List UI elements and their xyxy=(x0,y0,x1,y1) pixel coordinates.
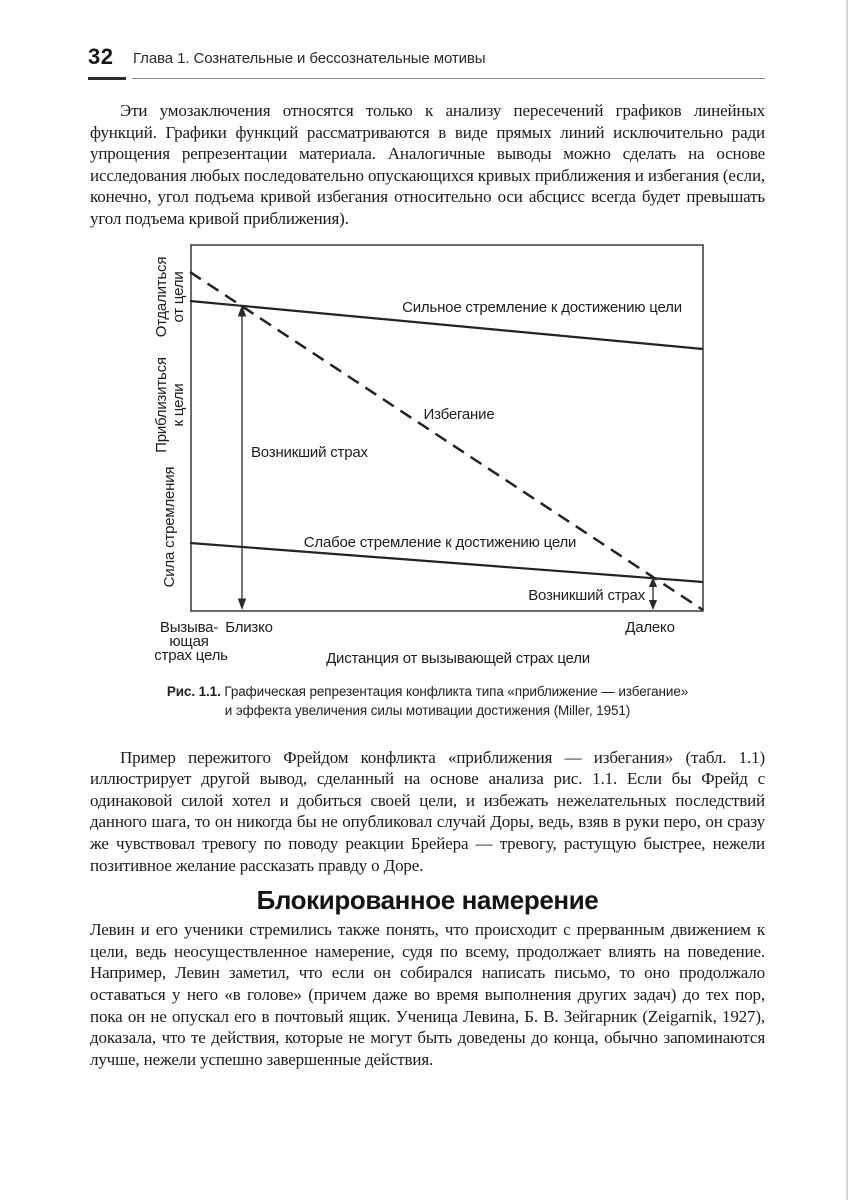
figure-caption-line2: и эффекта увеличения силы мотивации достижения (Miller, 1951) xyxy=(224,702,631,718)
figure-caption-line1: Графическая репрезентация конфликта типа «приближение — избегание» xyxy=(224,683,689,699)
x-label-far: Далеко xyxy=(625,618,675,636)
figure-caption xyxy=(90,682,765,720)
avoidance-line-label: Избегание xyxy=(423,405,495,423)
approach-avoidance-chart xyxy=(90,243,765,668)
fear-arrow-left xyxy=(238,305,246,610)
avoidance-line xyxy=(190,272,703,610)
page-number: 32 xyxy=(88,44,114,69)
x-axis-title: Дистанция от вызывающей страх цели xyxy=(326,649,590,667)
paragraph-3: Левин и его ученики стремились также понять, что происходит с прерванным движением к цели, ведь неосуществленное намерение, судя по всему, продолжает влиять на поведение. Например, Левин заметил, что если он собирался написать письмо, то оно продолжало оставаться у него «в голове» (причем даже во время выполнения других задач) до тех пор, пока он не опускал его в почтовый ящик. Ученица Левина, Б. В. Зейгарник (Zeigarnik, 1927), доказала, что те действия, которые не могут быть доведены до конца, обычно запоминаются лучше, нежели успешно завершенные действия. xyxy=(90,920,765,1069)
y-label-away-2: от цели xyxy=(170,271,187,323)
strong-line-label: Сильное стремление к достижению цели xyxy=(402,298,682,316)
scan-edge-artifact xyxy=(846,0,848,1200)
page-header xyxy=(90,0,765,79)
paragraph-2: Пример пережитого Фрейдом конфликта «приближения — избегания» (табл. 1.1) иллюстрирует другой вывод, сделанный на основе анализа рис. 1.1. Если бы Фрейд с одинаковой силой хотел и добиться своей цели, и избежать нежелательных последствий данного шага, то он никогда бы не опубликовал случай Доры, ведь, взяв в руки перо, он сразу же чувствовал тревогу по поводу реакции Брейера — тревогу, растущую быстрее, нежели позитивное желание рассказать правду о Доре. xyxy=(90,747,765,875)
fear-label-left: Возникший страх xyxy=(251,443,368,461)
y-label-approach: Приблизиться xyxy=(153,356,170,453)
paragraph-1: Эти умозаключения относятся только к анализу пересечений графиков линейных функций. Графики функций рассматриваются в виде прямых линий исключительно ради упрощения репрезентации материала. Аналогичные выводы можно сделать на основе исследования любых последовательно опускающихся кривых приближения и избегания (если, конечно, угол подъема кривой избегания относительно оси абсцисс всегда будет превышать угол подъема кривой приближения). xyxy=(90,101,766,228)
page-content xyxy=(90,0,765,1070)
section-heading: Блокированное намерение xyxy=(256,885,599,916)
figure-caption-label: Рис. 1.1. xyxy=(166,683,221,699)
header-rule-thick xyxy=(88,77,126,80)
fear-label-right: Возникший страх xyxy=(528,586,645,604)
weak-line-label: Слабое стремление к достижению цели xyxy=(303,533,577,551)
header-rule-thin xyxy=(132,78,765,79)
y-label-strength: Сила стремления xyxy=(161,466,178,587)
figure-1-1 xyxy=(90,243,765,720)
chapter-title: Глава 1. Сознательные и бессознательные мотивы xyxy=(133,50,486,67)
y-label-approach-2: к цели xyxy=(170,383,187,427)
fear-arrow-right xyxy=(649,577,657,610)
x-label-goal: Вызыва- ющая страх цель xyxy=(154,618,228,664)
y-label-away: Отдалиться xyxy=(153,256,170,337)
x-label-near: Близко xyxy=(225,618,273,636)
